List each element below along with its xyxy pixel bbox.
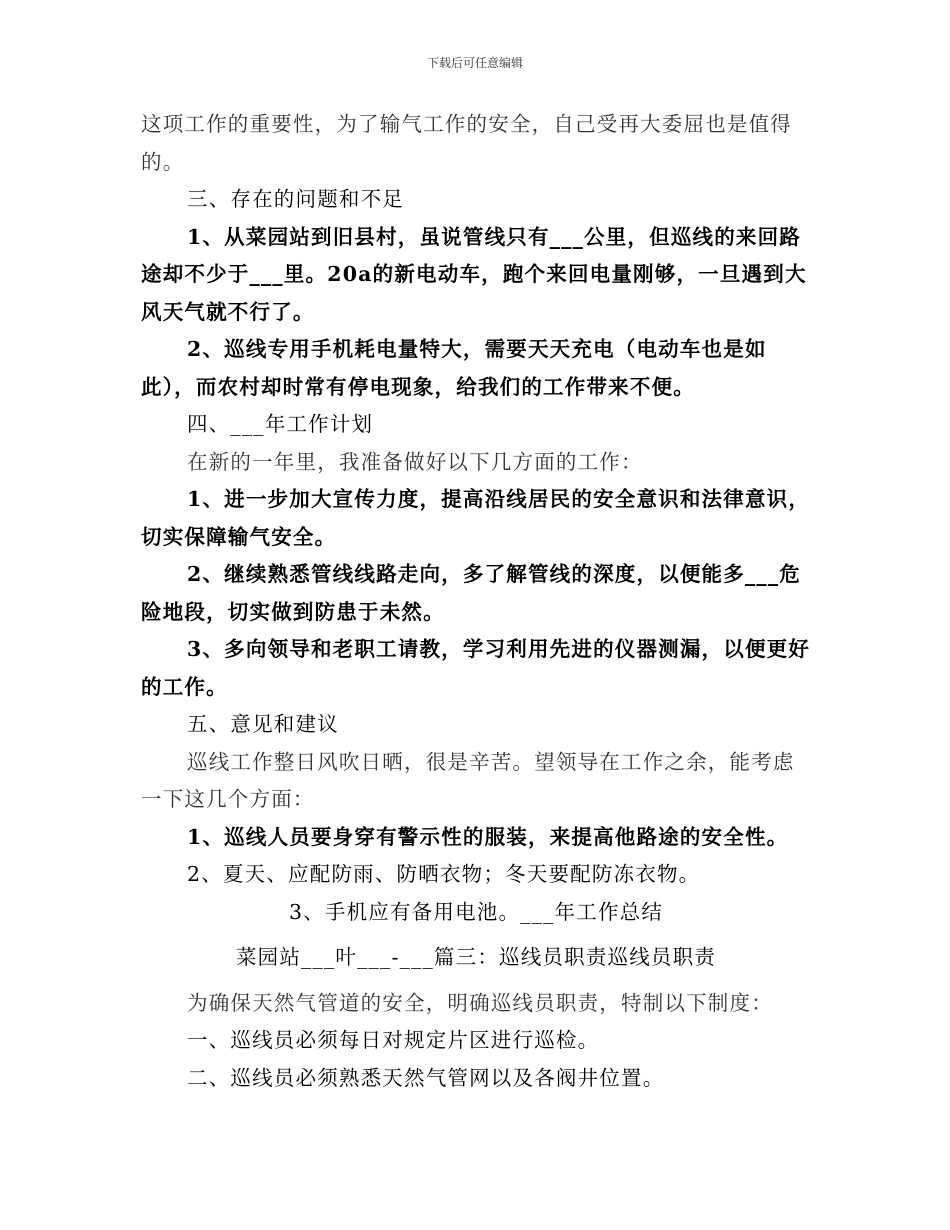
duties-intro: 为确保天然气管道的安全，明确巡线员职责，特制以下制度： [187,990,773,1015]
duty-item-1: 一、巡线员必须每日对规定片区进行巡检。 [187,1028,600,1052]
article-title: 菜园站___叶___-___篇三：巡线员职责巡线员职责 [235,945,717,969]
suggestion-item-2: 2、夏天、应配防雨、防晒衣物；冬天要配防冻衣物。 [187,862,701,886]
duty-item-2: 二、巡线员必须熟悉天然气管网以及各阀井位置。 [187,1065,665,1090]
section-heading-problems: 三、存在的问题和不足 [187,187,404,211]
plan-item-1: 1、进一步加大宣传力度，提高沿线居民的安全意识和法律意识，切实保障输气安全。 [141,487,811,549]
plan-item-2: 2、继续熟悉管线线路走向，多了解管线的深度，以便能多___危险地段，切实做到防患于未然。 [141,562,802,624]
problem-item-1: 1、从菜园站到旧县村，虽说管线只有___公里，但巡线的来回路途却不少于___里。20a的新电动车，跑个来回电量刚够，一旦遇到大风天气就不行了。 [141,224,807,324]
plan-item-3: 3、多向领导和老职工请教，学习利用先进的仪器测漏，以便更好的工作。 [141,637,811,699]
plan-intro: 在新的一年里，我准备做好以下几方面的工作： [187,449,643,474]
suggestion-item-3-centered: 3、手机应有备用电池。___年工作总结 [288,899,664,924]
suggestion-item-1: 1、巡线人员要身穿有警示性的服装，来提高他路途的安全性。 [187,824,789,849]
problem-item-2: 2、巡线专用手机耗电量特大，需要天天充电（电动车也是如此），而农村却时常有停电现象，给我们的工作带来不便。 [141,337,767,399]
paragraph-continuation: 这项工作的重要性，为了输气工作的安全，自己受再大委屈也是值得的。 [141,112,792,174]
section-heading-suggestions: 五、意见和建议 [187,712,339,736]
page-header: 下载后可任意编辑 [426,56,523,70]
document-body [141,106,811,1097]
suggestions-intro: 巡线工作整日风吹日晒，很是辛苦。望领导在工作之余，能考虑一下这几个方面： [141,749,795,811]
section-heading-plan: 四、___年工作计划 [187,412,374,436]
